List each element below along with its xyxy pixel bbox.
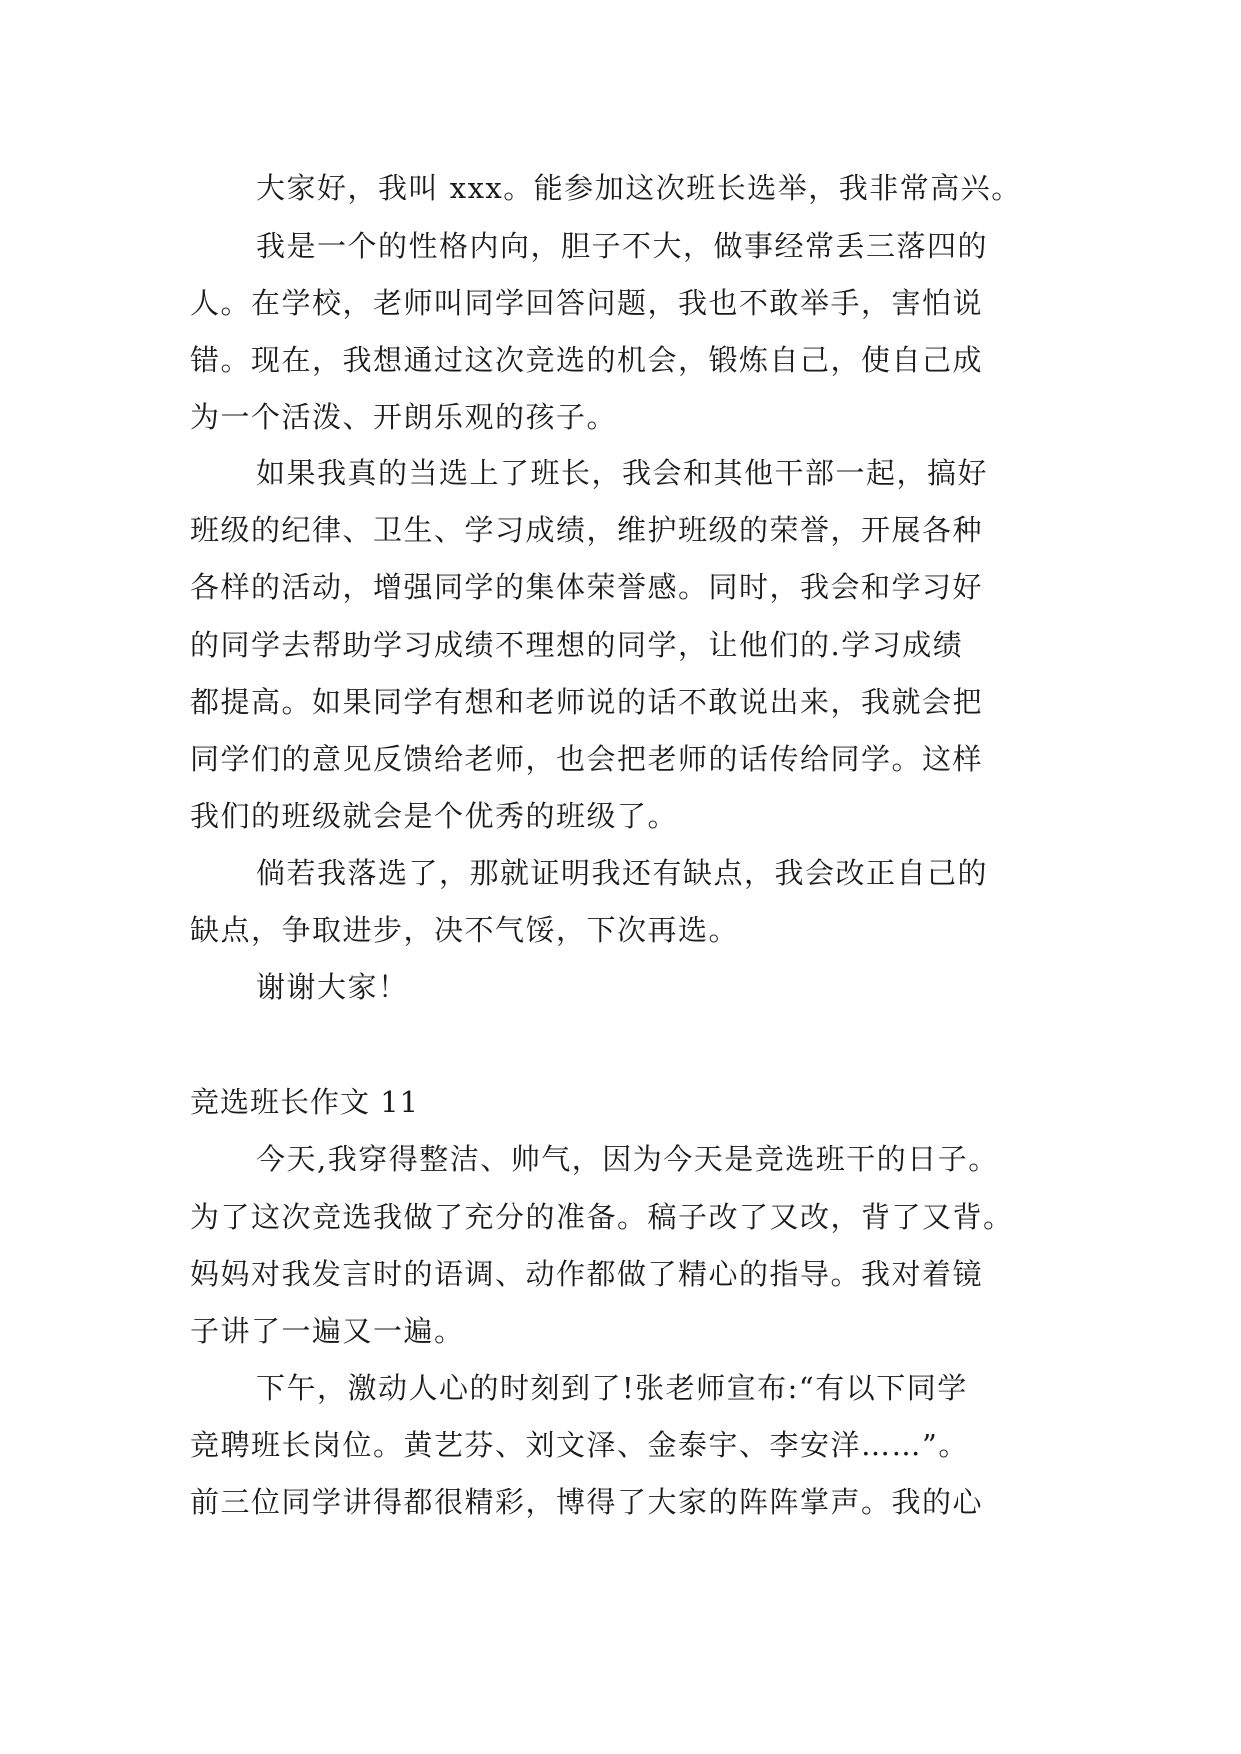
paragraph-3-line-4: 的同学去帮助学习成绩不理想的同学，让他们的.学习成绩 [190, 628, 964, 662]
paragraph-2-line-4: 为一个活泼、开朗乐观的孩子。 [190, 400, 618, 434]
paragraph-5-line-1: 谢谢大家！ [256, 970, 409, 1004]
paragraph-3-line-5: 都提高。如果同学有想和老师说的话不敢说出来，我就会把 [190, 685, 984, 719]
paragraph-2-line-3: 错。现在，我想通过这次竞选的机会，锻炼自己，使自己成 [190, 343, 984, 377]
paragraph-6-line-4: 子讲了一遍又一遍。 [190, 1314, 465, 1348]
paragraph-4-line-1: 倘若我落选了，那就证明我还有缺点，我会改正自己的 [256, 856, 989, 890]
paragraph-6-line-3: 妈妈对我发言时的语调、动作都做了精心的指导。我对着镜 [190, 1257, 984, 1291]
paragraph-3-line-7: 我们的班级就会是个优秀的班级了。 [190, 799, 679, 833]
paragraph-2-line-1: 我是一个的性格内向，胆子不大，做事经常丢三落四的 [256, 229, 989, 263]
paragraph-7-line-1: 下午，激动人心的时刻到了!张老师宣布:“有以下同学 [256, 1371, 968, 1405]
paragraph-1-line-1: 大家好，我叫 xxx。能参加这次班长选举，我非常高兴。 [256, 171, 1022, 205]
paragraph-6-line-2: 为了这次竞选我做了充分的准备。稿子改了又改，背了又背。 [190, 1200, 1014, 1234]
section-title: 竞选班长作文 11 [190, 1085, 420, 1119]
paragraph-7-line-2: 竞聘班长岗位。黄艺芬、刘文泽、金泰宇、李安洋……”。 [190, 1428, 969, 1462]
paragraph-3-line-3: 各样的活动，增强同学的集体荣誉感。同时，我会和学习好 [190, 570, 984, 604]
paragraph-6-line-1: 今天,我穿得整洁、帅气，因为今天是竞选班干的日子。 [256, 1142, 999, 1176]
paragraph-2-line-2: 人。在学校，老师叫同学回答问题，我也不敢举手，害怕说 [190, 286, 984, 320]
paragraph-4-line-2: 缺点，争取进步，决不气馁，下次再选。 [190, 913, 740, 947]
paragraph-3-line-1: 如果我真的当选上了班长，我会和其他干部一起，搞好 [256, 456, 989, 490]
paragraph-3-line-6: 同学们的意见反馈给老师，也会把老师的话传给同学。这样 [190, 742, 984, 776]
paragraph-3-line-2: 班级的纪律、卫生、学习成绩，维护班级的荣誉，开展各种 [190, 513, 984, 547]
paragraph-7-line-3: 前三位同学讲得都很精彩，博得了大家的阵阵掌声。我的心 [190, 1485, 984, 1519]
